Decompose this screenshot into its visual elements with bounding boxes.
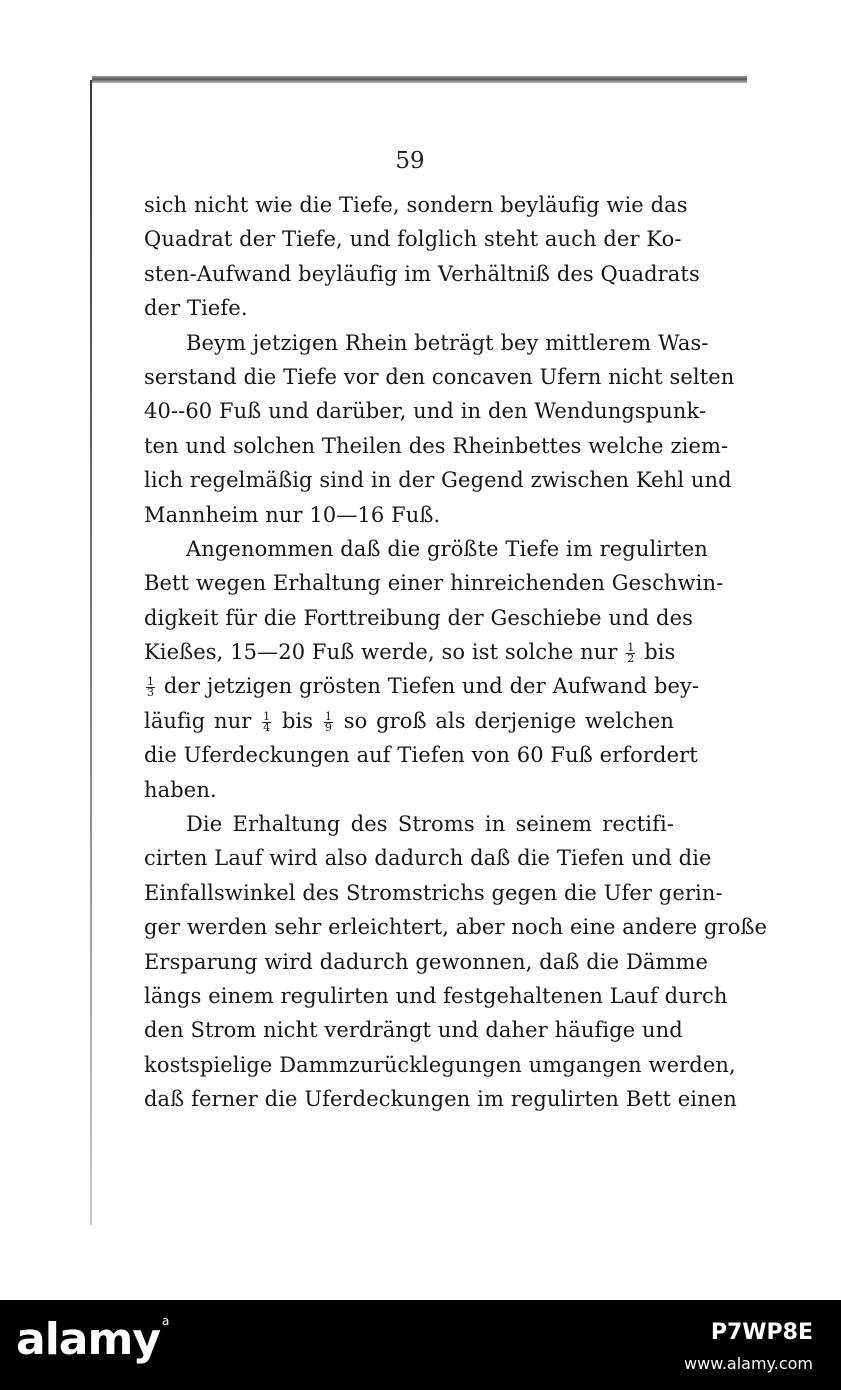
text-line: Einfallswinkel des Stromstrichs gegen die Ufer gerin-	[144, 880, 723, 905]
text-line: Quadrat der Tiefe, und folglich steht auch der Ko-	[144, 227, 682, 252]
page-number: 59	[395, 148, 425, 174]
text-line: kostspielige Dammzurücklegungen umgangen werden,	[144, 1052, 736, 1077]
text-line-with-fraction	[144, 704, 674, 738]
text-line: Bett wegen Erhaltung einer hinreichenden Geschwin-	[144, 571, 724, 596]
fraction-half: $\frac{1}{2}$	[627, 641, 635, 666]
text-line: den Strom nicht verdrängt und daher häufige und	[144, 1018, 683, 1043]
fraction-ninth: $\frac{1}{9}$	[324, 709, 333, 734]
text-line: serstand die Tiefe vor den concaven Ufern nicht selten	[144, 364, 735, 389]
top-rule	[92, 76, 747, 83]
text-line: daß ferner die Uferdeckungen im regulirten Bett einen	[144, 1087, 737, 1112]
text-line: sich nicht wie die Tiefe, sondern beyläufig wie das	[144, 193, 688, 217]
text-line: Ersparung wird dadurch gewonnen, daß die Dämme	[144, 949, 709, 974]
body-text	[144, 188, 768, 1117]
text-line-with-fraction	[144, 669, 700, 703]
text-line: Mannheim nur 10—16 Fuß.	[144, 502, 441, 527]
text-line-with-fraction	[144, 635, 674, 669]
text-line: ger werden sehr erleichtert, aber noch eine andere große	[144, 915, 768, 940]
text-line: der Tiefe.	[144, 296, 248, 321]
text-line: Beym jetzigen Rhein beträgt bey mittlerem Was-	[186, 330, 709, 355]
line-text: so groß als derjenige welchen	[343, 708, 674, 733]
text-line: die Uferdeckungen auf Tiefen von 60 Fuß erfordert	[144, 743, 698, 768]
text-line: 40--60 Fuß und darüber, und in den Wendungspunk-	[144, 399, 707, 424]
image-id: P7WP8E	[710, 1320, 813, 1345]
line-text: läufig nur	[144, 708, 252, 733]
fraction-third: $\frac{1}{3}$	[147, 675, 155, 700]
alamy-logo: alamy $^a$	[16, 1314, 169, 1365]
text-line: Angenommen daß die größte Tiefe im regulirten	[186, 536, 708, 561]
text-line: längs einem regulirten und festgehaltenen Lauf durch	[144, 983, 728, 1008]
line-text: bis	[644, 640, 676, 665]
watermark-url: www.alamy.com	[684, 1354, 813, 1373]
text-line: cirten Lauf wird also dadurch daß die Tiefen und die	[144, 846, 712, 871]
page-edge-line	[90, 80, 92, 1225]
stock-watermark-bar	[0, 1300, 841, 1390]
text-line: Die Erhaltung des Stroms in seinem rectifi-	[186, 812, 674, 837]
line-text: der jetzigen grösten Tiefen und der Aufwand bey-	[163, 674, 700, 699]
fraction-quarter: $\frac{1}{4}$	[263, 709, 271, 734]
line-text: bis	[281, 708, 314, 733]
text-line: ten und solchen Theilen des Rheinbettes welche ziem-	[144, 433, 729, 458]
text-line: lich regelmäßig sind in der Gegend zwischen Kehl und	[144, 468, 732, 493]
line-text: Kießes, 15—20 Fuß werde, so ist solche nur	[144, 640, 618, 665]
text-line: digkeit für die Forttreibung der Geschiebe und des	[144, 605, 693, 630]
text-line: sten-Aufwand beyläufig im Verhältniß des Quadrats	[144, 261, 700, 286]
text-line: haben.	[144, 777, 217, 802]
